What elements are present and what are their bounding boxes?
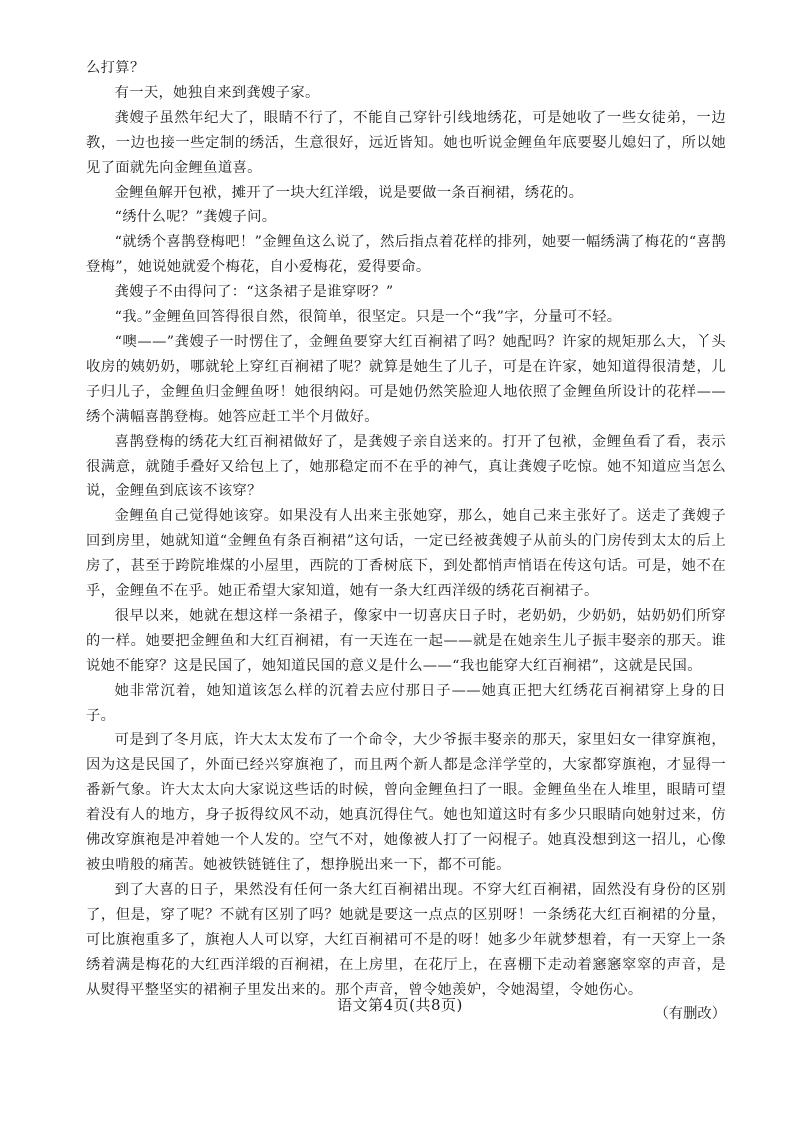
article-body: [86, 56, 726, 1027]
paragraph-3: 金鲤鱼解开包袱，摊开了一块大红洋缎，说是要做一条百裥裙，绣花的。: [114, 184, 584, 201]
paragraph-2: 龚嫂子虽然年纪大了，眼睛不行了，不能自己穿针引线地绣花，可是她收了一些女徒弟，一边教，一边也接一些定制的绣活，生意很好，远近皆知。她也听说金鲤鱼年底要娶儿媳妇了，所以她见了面就先向金鲤鱼道喜。: [86, 109, 726, 176]
paragraph-11: 很早以来，她就在想这样一条裙子，像家中一切喜庆日子时，老奶奶，少奶奶，姑奶奶们所穿的一样。她要把金鲤鱼和大红百裥裙，有一天连在一起——就是在她亲生儿子振丰娶亲的那天。谁说她不能穿？这是民国了，她知道民国的意义是什么——“我也能穿大红百裥裙”，这就是民国。: [86, 607, 726, 674]
paragraph-4: “绣什么呢？”龚嫂子问。: [114, 209, 277, 226]
paragraph-7: “我。”金鲤鱼回答得很自然，很简单，很坚定。只是一个“我”字，分量可不轻。: [114, 309, 622, 326]
page-footer: 语文第4页(共8页): [337, 996, 463, 1014]
source-note: （有删改）: [654, 1006, 726, 1023]
paragraph-10: 金鲤鱼自己觉得她该穿。如果没有人出来主张她穿，那么，她自己来主张好了。送走了龚嫂子回到房里，她就知道“金鲤鱼有条百裥裙”这句话，一定已经被龚嫂子从前头的门房传到太太的后上房了，甚至于跨院堆煤的小屋里，西院的丁香树底下，到处都悄声悄语在传这句话。可是，她不在乎，金鲤鱼不在乎。她正希望大家知道，她有一条大红西洋级的绣花百裥裙子。: [86, 508, 726, 600]
paragraph-12: 她非常沉着，她知道该怎么样的沉着去应付那日子——她真正把大红绣花百裥裙穿上身的日子。: [86, 682, 726, 724]
paragraph-9: 喜鹊登梅的绣花大红百裥裙做好了，是龚嫂子亲自送来的。打开了包袱，金鲤鱼看了看，表示很满意，就随手叠好又给包上了，她那稳定而不在乎的神气，真让龚嫂子吃惊。她不知道应当怎么说，金鲤鱼到底该不该穿？: [86, 433, 726, 500]
paragraph-5: “就绣个喜鹊登梅吧！”金鲤鱼这么说了，然后指点着花样的排列，她要一幅绣满了梅花的“喜鹊登梅”，她说她就爱个梅花，自小爱梅花，爱得要命。: [86, 234, 726, 276]
paragraph-8: “噢——”龚嫂子一时愣住了，金鲤鱼要穿大红百裥裙了吗？她配吗？许家的规矩那么大，丫头收房的姨奶奶，哪就轮上穿红百裥裙了呢？就算是她生了儿子，可是在许家，她知道得很清楚，儿子归儿子，金鲤鱼归金鲤鱼呀！她很纳闷。可是她仍然笑脸迎人地依照了金鲤鱼所设计的花样——绣个满幅喜鹊登梅。她答应赶工半个月做好。: [86, 333, 726, 425]
paragraph-6: 龚嫂子不由得问了：“这条裙子是谁穿呀？”: [114, 284, 394, 301]
paragraph-1: 有一天，她独自来到龚嫂子家。: [114, 84, 320, 101]
paragraph-0: 么打算？: [86, 60, 145, 76]
paragraph-14: 到了大喜的日子，果然没有任何一条大红百裥裙出现。不穿大红百裥裙，固然没有身份的区别了，但是，穿了呢？不就有区别了吗？她就是要这一点点的区别呀！一条绣花大红百裥裙的分量，可比旗袍重多了，旗袍人人可以穿，大红百裥裙可不是的呀！她多少年就梦想着，有一天穿上一条绣着满是梅花的大红西洋缎的百裥裙，在上房里，在花厅上，在喜棚下走动着窸窸窣窣的声音，是从熨得平整坚实的裙裥子里发出来的。那个声音，曾令她羡妒，令她渴望，令她伤心。: [86, 881, 726, 998]
paragraph-13: 可是到了冬月底，许大太太发布了一个命令，大少爷振丰娶亲的那天，家里妇女一律穿旗袍，因为这是民国了，外面已经兴穿旗袍了，而且两个新人都是念洋学堂的，大家都穿旗袍，才显得一番新气象。许大太太向大家说这些话的时候，曾向金鲤鱼扫了一眼。金鲤鱼坐在人堆里，眼睛可望着没有人的地方，身子扳得纹风不动，她真沉得住气。她也知道这时有多少只眼睛向她射过来，仿佛改穿旗袍是冲着她一个人发的。空气不对，她像被人打了一闷棍子。她真没想到这一招儿，心像被虫啃般的痛苦。她被铁链链住了，想挣脱出来一下，都不可能。: [86, 732, 726, 873]
